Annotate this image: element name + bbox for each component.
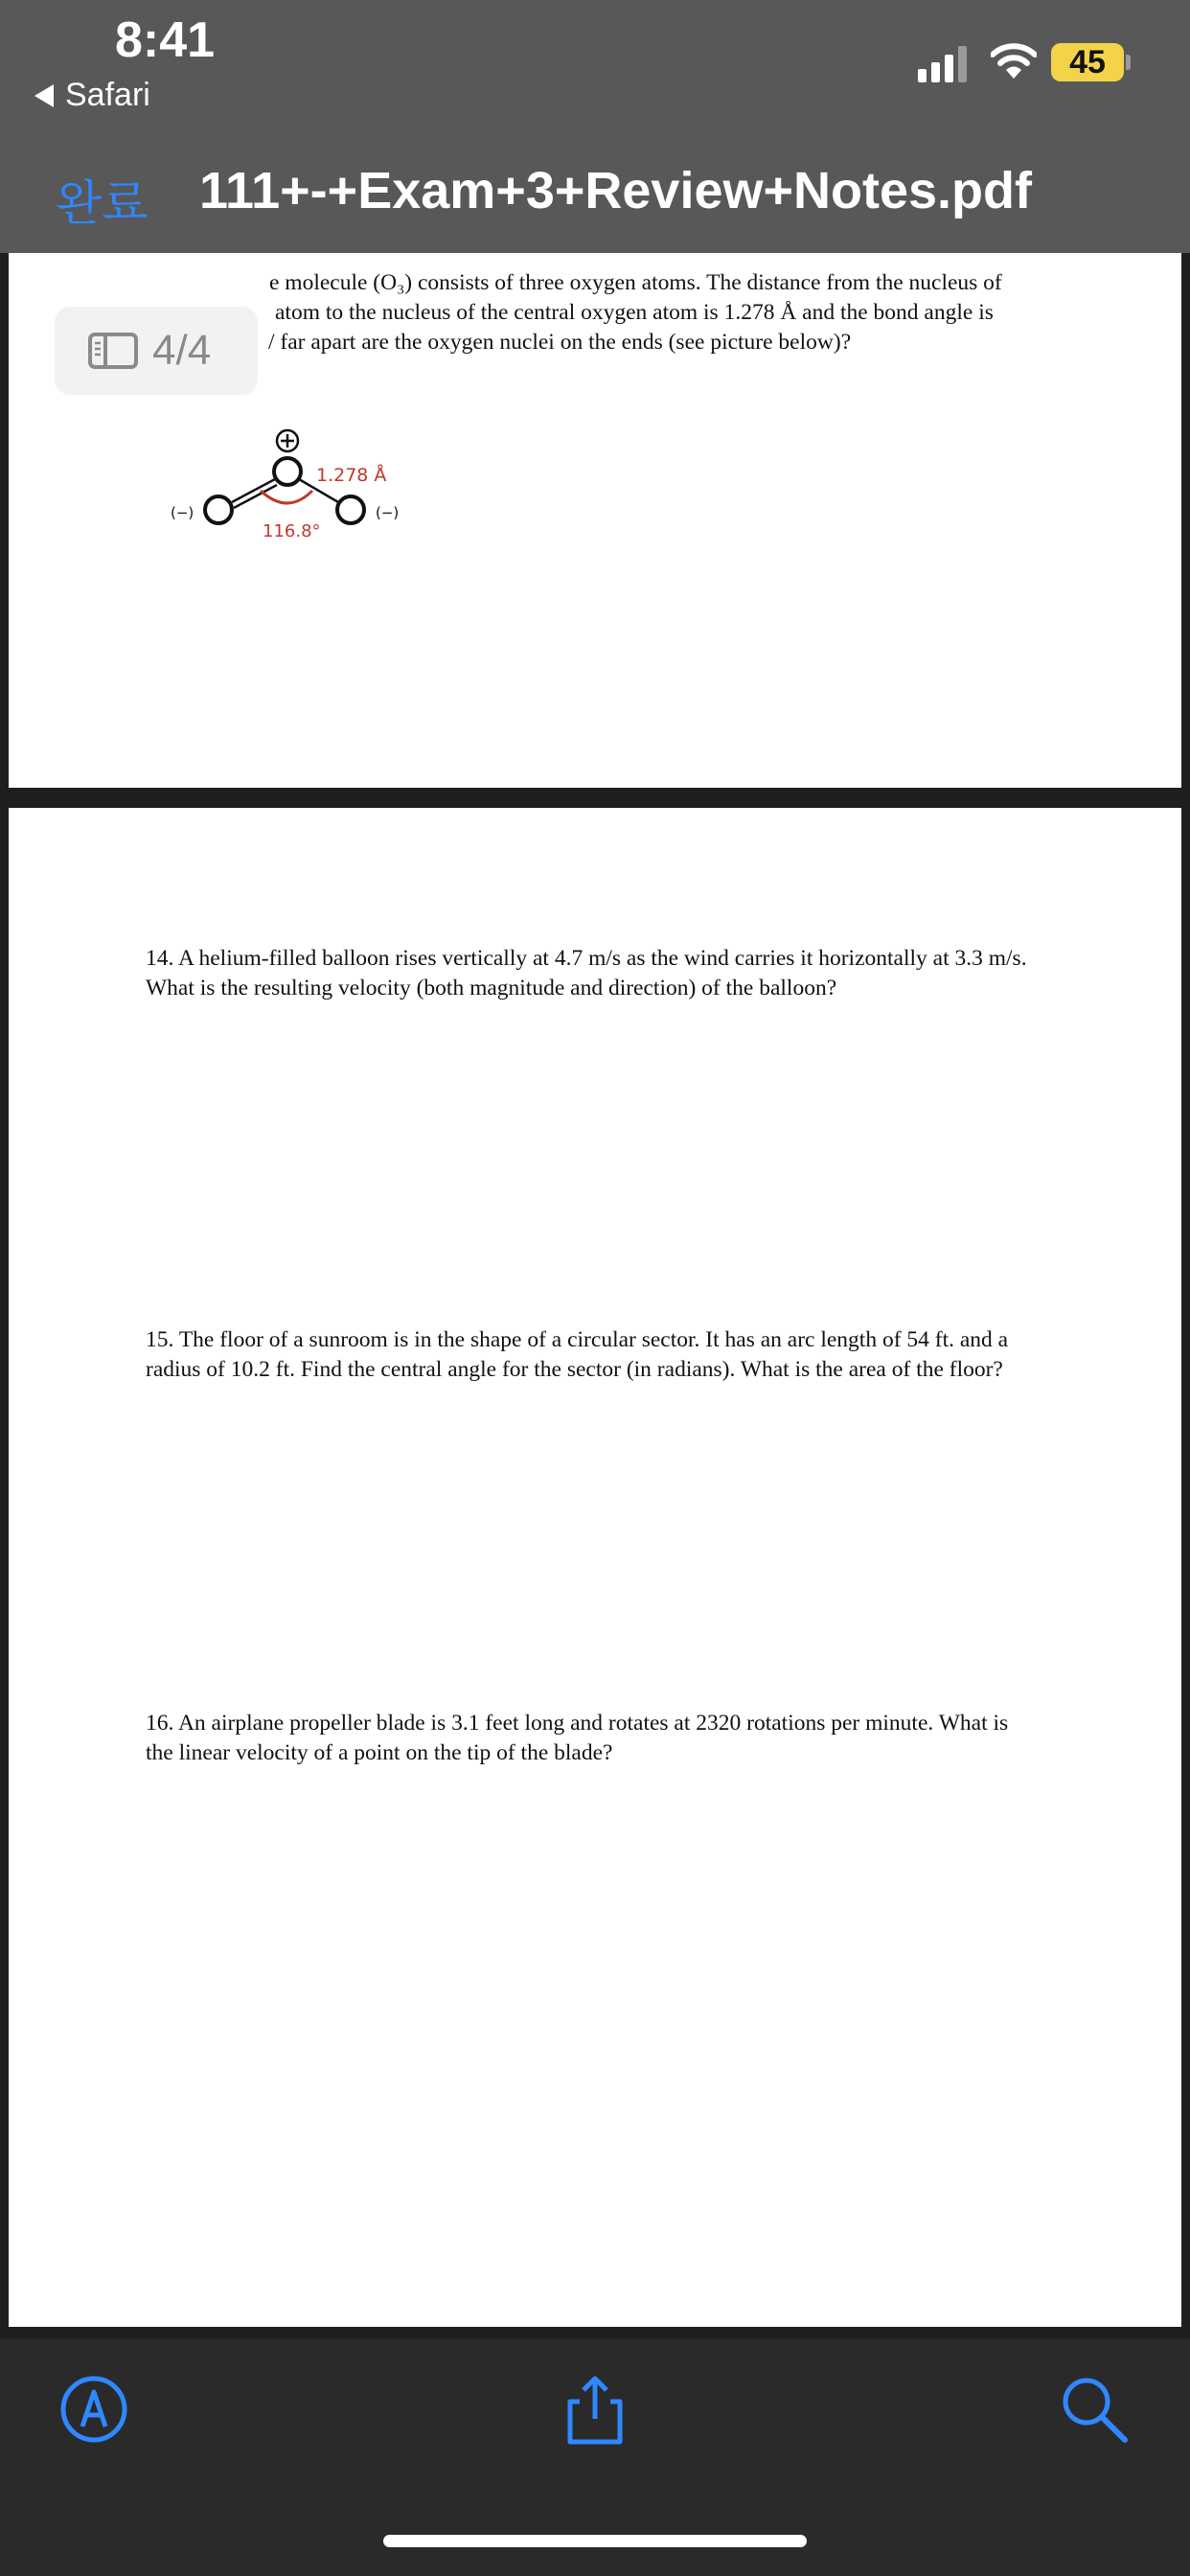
share-icon[interactable] bbox=[559, 2373, 631, 2446]
question-15-line-1: 15. The floor of a sunroom is in the shape of a circular sector. It has an arc length of 54 ft. and a bbox=[146, 1327, 1009, 1352]
done-button[interactable]: 완료 bbox=[56, 175, 149, 231]
left-oxygen-atom bbox=[205, 496, 232, 523]
back-triangle-icon bbox=[34, 84, 54, 107]
wifi-icon bbox=[991, 42, 1037, 80]
battery-indicator: 45 bbox=[1051, 43, 1124, 81]
ozone-molecule-figure bbox=[153, 422, 441, 556]
document-title: 111+-+Exam+3+Review+Notes.pdf bbox=[199, 162, 1033, 219]
bond-angle-label: 116.8° bbox=[263, 521, 321, 541]
bond-angle-arc bbox=[261, 491, 312, 503]
cellular-signal-icon bbox=[918, 44, 972, 82]
partial-text-line-1: e molecule (O₃) consists of three oxygen atoms. The distance from the nucleus of bbox=[269, 270, 1002, 295]
sidebar-icon bbox=[87, 332, 139, 370]
home-indicator[interactable] bbox=[383, 2535, 807, 2547]
pdf-page[interactable] bbox=[9, 808, 1181, 2327]
partial-text-line-2: atom to the nucleus of the central oxygen atom is 1.278 Å and the bond angle is bbox=[275, 300, 994, 325]
question-16-line-2: the linear velocity of a point on the tip of the blade? bbox=[146, 1740, 613, 1765]
bond-length-label: 1.278 Å bbox=[316, 465, 387, 486]
page-indicator[interactable] bbox=[55, 307, 258, 395]
status-time: 8:41 bbox=[115, 12, 216, 68]
right-oxygen-atom bbox=[337, 496, 364, 523]
search-icon[interactable] bbox=[1058, 2373, 1131, 2446]
left-charge-label: (−) bbox=[171, 504, 195, 521]
back-to-app-button[interactable] bbox=[34, 77, 150, 114]
page-indicator-label: 4/4 bbox=[152, 327, 212, 374]
positive-charge-icon bbox=[277, 430, 298, 451]
question-16-line-1: 16. An airplane propeller blade is 3.1 feet long and rotates at 2320 rotations per minute. What is bbox=[146, 1711, 1009, 1736]
markup-icon[interactable] bbox=[57, 2373, 130, 2446]
question-14-line-1: 14. A helium-filled balloon rises vertically at 4.7 m/s as the wind carries it horizontally at 3.3 m/s. bbox=[146, 946, 1027, 971]
right-charge-label: (−) bbox=[376, 504, 400, 521]
central-oxygen-atom bbox=[274, 458, 301, 485]
question-14-line-2: What is the resulting velocity (both magnitude and direction) of the balloon? bbox=[146, 976, 837, 1000]
question-15-line-2: radius of 10.2 ft. Find the central angle for the sector (in radians). What is the area of the floor? bbox=[146, 1357, 1003, 1382]
battery-nub bbox=[1126, 55, 1131, 70]
back-app-label: Safari bbox=[65, 77, 150, 113]
partial-text-line-3: / far apart are the oxygen nuclei on the ends (see picture below)? bbox=[268, 330, 852, 355]
